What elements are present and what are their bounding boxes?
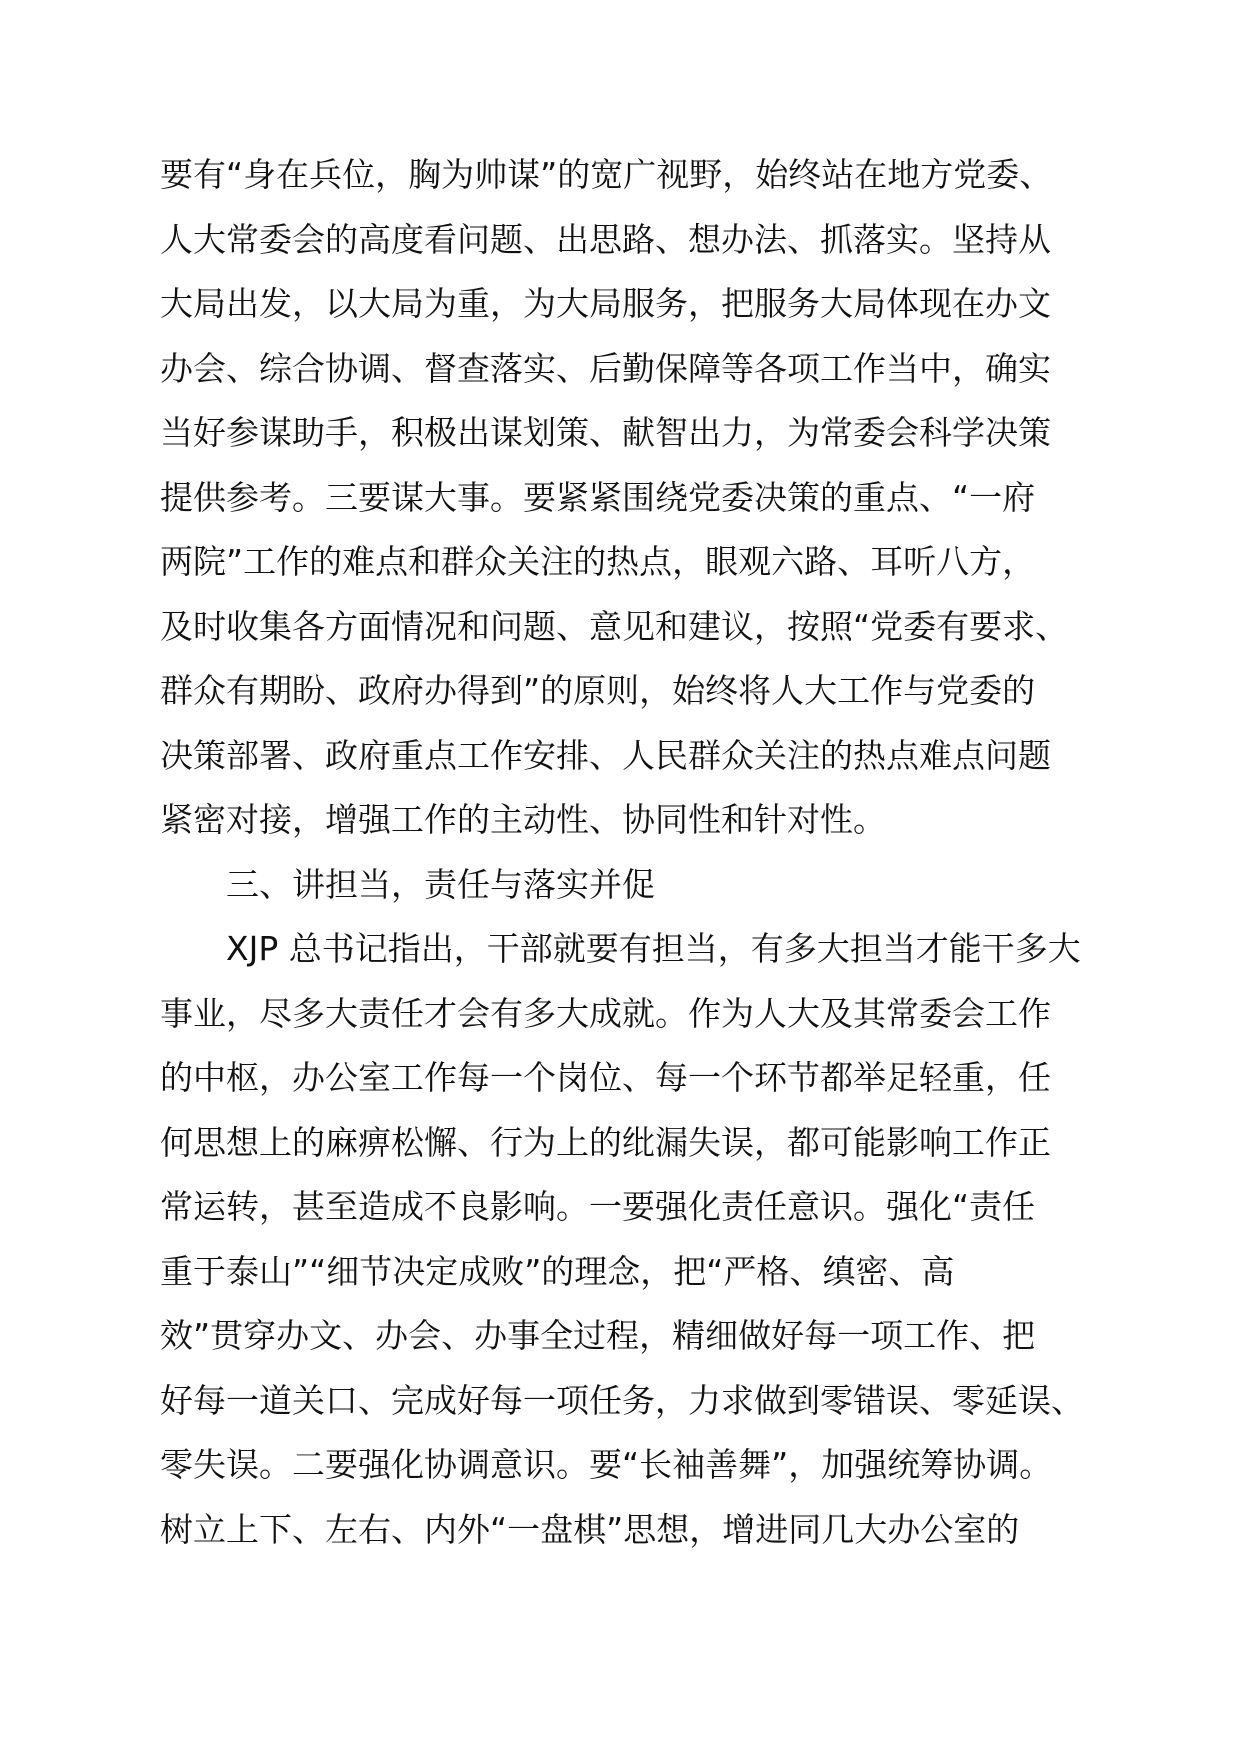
- text-line: 紧密对接，增强工作的主动性、协同性和针对性。: [160, 800, 886, 839]
- text-line: 的中枢，办公室工作每一个岗位、每一个环节都举足轻重，任: [160, 1058, 1051, 1097]
- text-line: 常运转，甚至造成不良影响。一要强化责任意识。强化“责任: [160, 1187, 1036, 1226]
- text-line: 重于泰山”“细节决定成败”的理念，把“严格、缜密、高: [160, 1251, 955, 1291]
- text-line: 何思想上的麻痹松懈、行为上的纰漏失误，都可能影响工作正: [160, 1122, 1051, 1162]
- text-line: 零失误。二要强化协调意识。要“长袖善舞”，加强统筹协调。: [160, 1445, 1053, 1484]
- text-line: 两院”工作的难点和群众关注的热点，眼观六路、耳听八方，: [160, 542, 1036, 581]
- section-heading: 三、讲担当，责任与落实并促: [226, 864, 655, 904]
- text-line: 效”贯穿办文、办会、办事全过程，精细做好每一项工作、把: [160, 1316, 1036, 1355]
- paragraph-first-line: XJP 总书记指出，干部就要有担当，有多大担当才能干多大: [226, 929, 1081, 968]
- text-line: 好每一道关口、完成好每一项任务，力求做到零错误、零延误、: [160, 1380, 1084, 1420]
- text-line: 事业，尽多大责任才会有多大成就。作为人大及其常委会工作: [160, 993, 1051, 1033]
- text-line: 决策部署、政府重点工作安排、人民群众关注的热点难点问题: [160, 735, 1051, 775]
- text-line: 办会、综合协调、督查落实、后勤保障等各项工作当中，确实: [160, 348, 1051, 388]
- text-line: 及时收集各方面情况和问题、意见和建议，按照“党委有要求、: [160, 606, 1069, 646]
- body-text: [160, 143, 1120, 1562]
- text-line: 群众有期盼、政府办得到”的原则，始终将人大工作与党委的: [160, 671, 1036, 710]
- text-line: 树立上下、左右、内外“一盘棋”思想，增进同几大办公室的: [160, 1509, 1020, 1549]
- text-line: 大局出发，以大局为重，为大局服务，把服务大局体现在办文: [160, 284, 1051, 323]
- text-line: 提供参考。三要谋大事。要紧紧围绕党委决策的重点、“一府: [160, 477, 1036, 517]
- text-line: 当好参谋助手，积极出谋划策、献智出力，为常委会科学决策: [160, 413, 1051, 452]
- text-line: 要有“身在兵位，胸为帅谋”的宽广视野，始终站在地方党委、: [160, 155, 1053, 194]
- text-line: 人大常委会的高度看问题、出思路、想办法、抓落实。坚持从: [160, 219, 1051, 259]
